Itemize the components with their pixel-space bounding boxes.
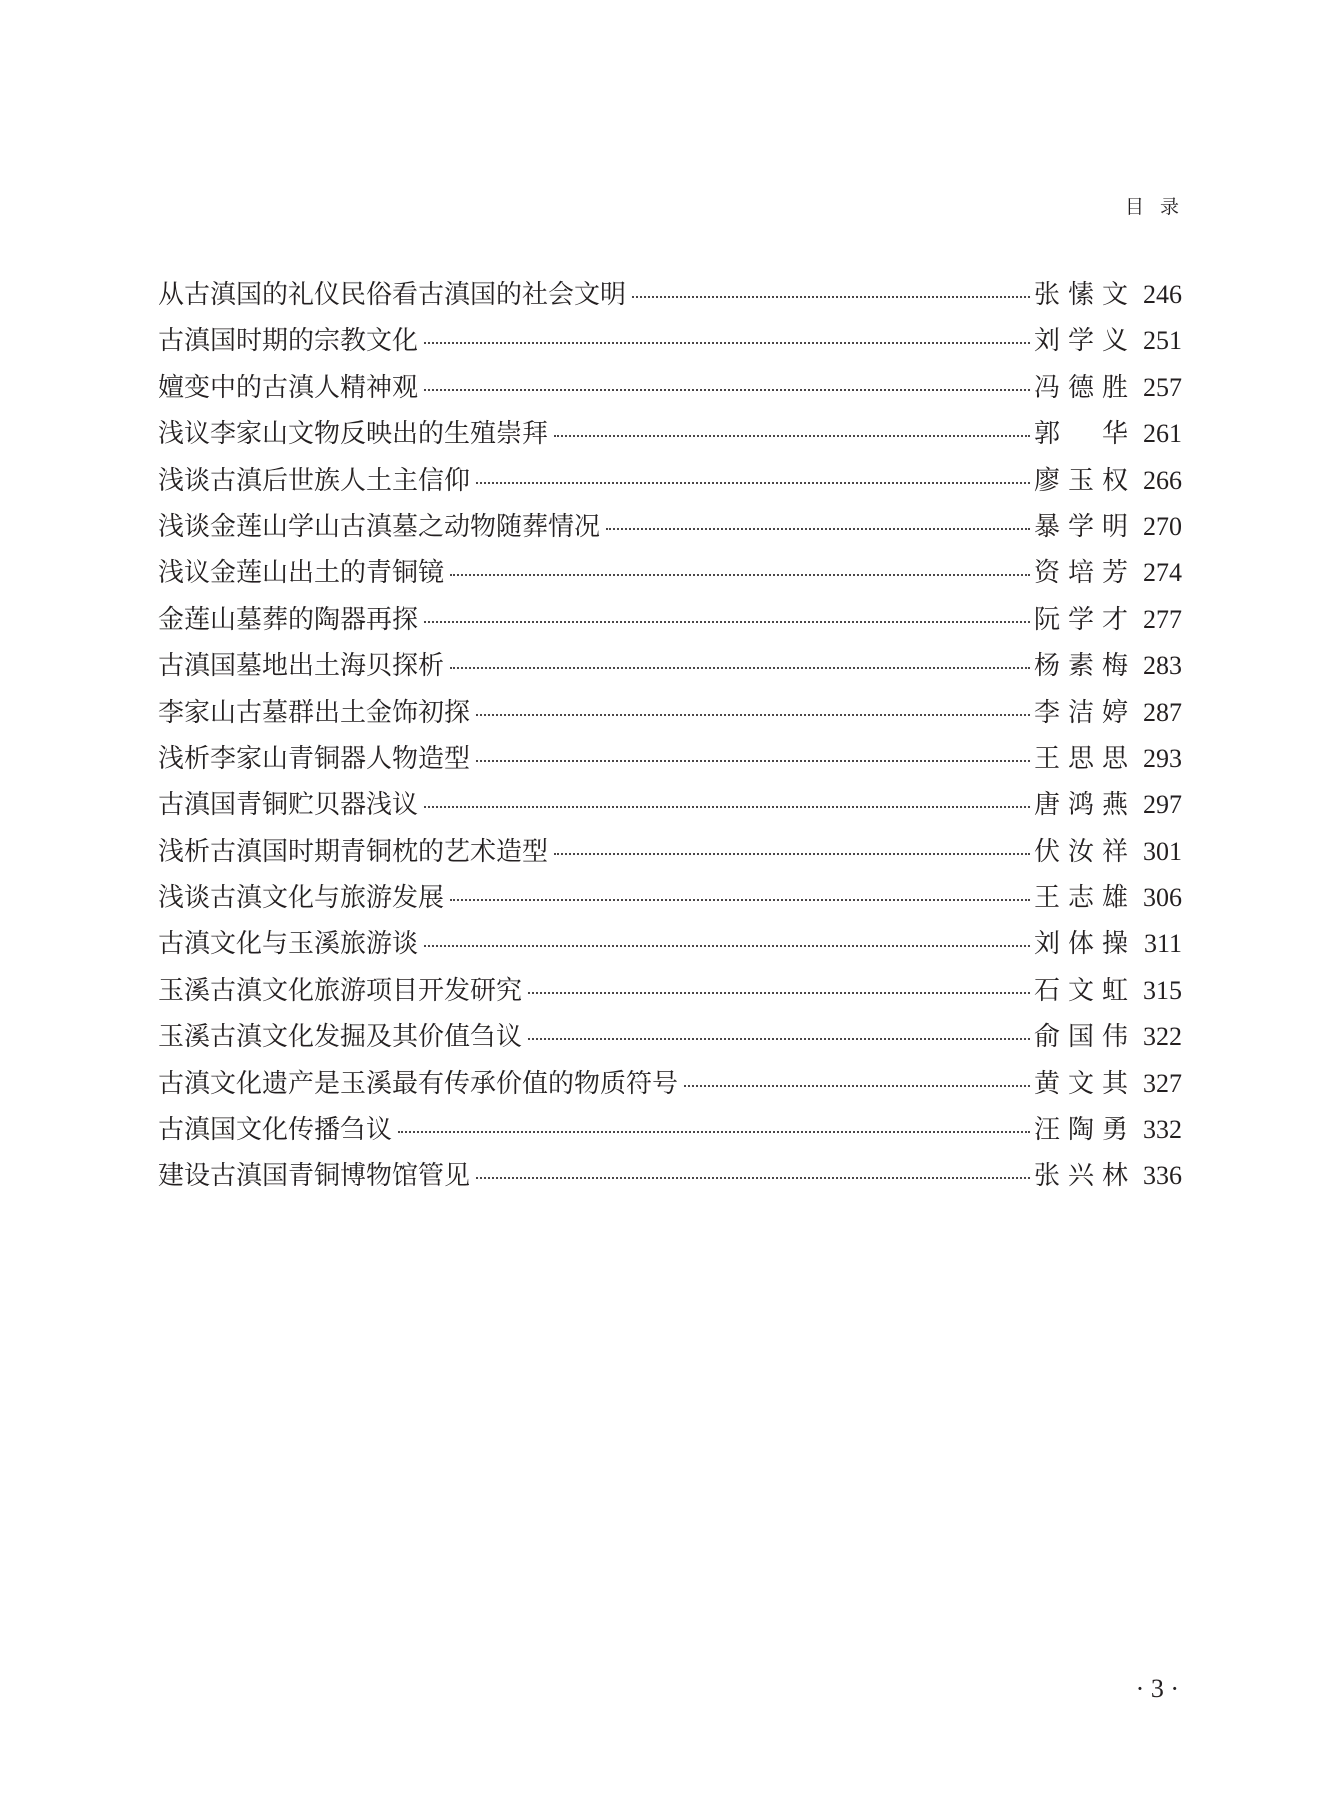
toc-entry-page: 277 xyxy=(1143,604,1182,634)
toc-entry-title: 古滇国文化传播刍议 xyxy=(158,1115,393,1146)
author-char: 勇 xyxy=(1101,1115,1128,1146)
toc-entry-author xyxy=(1034,272,1128,318)
author-char: 石 xyxy=(1034,975,1061,1006)
toc-entry-author xyxy=(1034,1107,1128,1153)
toc-entry-title: 玉溪古滇文化发掘及其价值刍议 xyxy=(158,1022,523,1053)
dot-leader xyxy=(424,621,1030,623)
toc-entry-author xyxy=(1034,643,1128,689)
dot-leader xyxy=(424,389,1030,391)
toc-entry xyxy=(158,875,1182,921)
dot-leader xyxy=(476,714,1030,716)
author-char: 培 xyxy=(1067,558,1094,589)
author-char: 林 xyxy=(1101,1161,1128,1192)
toc-entry-author xyxy=(1034,365,1128,411)
toc-entry xyxy=(158,921,1182,967)
author-char: 学 xyxy=(1067,604,1094,635)
toc-entry xyxy=(158,782,1182,828)
toc-entry-page: 306 xyxy=(1143,883,1182,913)
author-char: 才 xyxy=(1101,604,1128,635)
dot-leader xyxy=(450,899,1030,901)
toc-entry-title: 玉溪古滇文化旅游项目开发研究 xyxy=(158,975,523,1006)
toc-entry-page: 283 xyxy=(1143,651,1182,681)
author-char: 张 xyxy=(1034,1161,1061,1192)
table-of-contents xyxy=(158,272,1182,1200)
toc-entry-author xyxy=(1034,1014,1128,1060)
author-char: 素 xyxy=(1067,651,1094,682)
toc-entry-page: 257 xyxy=(1143,372,1182,402)
toc-entry-title: 浅析古滇国时期青铜枕的艺术造型 xyxy=(158,836,549,867)
toc-entry-title: 李家山古墓群出土金饰初探 xyxy=(158,697,471,728)
dot-leader xyxy=(684,1085,1030,1087)
dot-leader xyxy=(424,342,1030,344)
toc-entry-author xyxy=(1034,597,1128,643)
author-char: 燕 xyxy=(1101,790,1128,821)
author-char: 义 xyxy=(1101,326,1128,357)
toc-entry-author xyxy=(1034,504,1128,550)
toc-entry xyxy=(158,736,1182,782)
toc-entry-author xyxy=(1034,318,1128,364)
author-char: 愫 xyxy=(1067,280,1094,310)
toc-entry-title: 从古滇国的礼仪民俗看古滇国的社会文明 xyxy=(158,280,627,310)
author-char: 文 xyxy=(1067,975,1094,1006)
toc-entry-page: 336 xyxy=(1143,1161,1182,1191)
author-char: 虹 xyxy=(1101,975,1128,1006)
toc-entry-author xyxy=(1034,1061,1128,1107)
author-char xyxy=(1068,411,1094,457)
author-char: 刘 xyxy=(1034,326,1061,357)
dot-leader xyxy=(424,945,1030,947)
toc-entry xyxy=(158,1014,1182,1060)
dot-leader xyxy=(424,806,1030,808)
dot-leader xyxy=(528,1038,1030,1040)
dot-leader xyxy=(476,760,1030,762)
toc-entry-author xyxy=(1034,968,1128,1014)
author-char: 梅 xyxy=(1101,651,1128,682)
toc-entry-page: 297 xyxy=(1143,790,1182,820)
toc-entry xyxy=(158,504,1182,550)
author-char: 学 xyxy=(1067,511,1094,542)
toc-entry-title: 浅议李家山文物反映出的生殖崇拜 xyxy=(158,419,549,450)
author-char: 胜 xyxy=(1101,372,1128,403)
author-char: 伏 xyxy=(1034,836,1061,867)
dot-leader xyxy=(398,1131,1030,1133)
toc-entry-title: 古滇文化遗产是玉溪最有传承价值的物质符号 xyxy=(158,1068,679,1099)
toc-entry-title: 浅议金莲山出土的青铜镜 xyxy=(158,558,445,589)
toc-entry-page: 266 xyxy=(1143,465,1182,495)
author-char: 暴 xyxy=(1034,511,1061,542)
dot-leader xyxy=(476,482,1030,484)
toc-entry xyxy=(158,411,1182,457)
toc-entry-author xyxy=(1034,411,1128,457)
author-char: 文 xyxy=(1067,1068,1094,1099)
toc-entry xyxy=(158,968,1182,1014)
toc-entry-author xyxy=(1034,458,1128,504)
author-char: 芳 xyxy=(1101,558,1128,589)
toc-entry xyxy=(158,550,1182,596)
toc-entry-page: 315 xyxy=(1143,975,1182,1005)
author-char: 志 xyxy=(1067,883,1094,914)
toc-entry xyxy=(158,597,1182,643)
toc-entry-page: 246 xyxy=(1143,280,1182,309)
toc-entry-author xyxy=(1034,829,1128,875)
toc-entry-title: 古滇国时期的宗教文化 xyxy=(158,326,419,357)
author-char: 鸿 xyxy=(1067,790,1094,821)
author-char: 资 xyxy=(1034,558,1061,589)
toc-entry-author xyxy=(1034,921,1128,967)
toc-entry-title: 浅谈古滇文化与旅游发展 xyxy=(158,883,445,914)
author-char: 玉 xyxy=(1067,465,1094,496)
author-char: 操 xyxy=(1101,929,1128,960)
author-char: 汝 xyxy=(1067,836,1094,867)
author-char: 汪 xyxy=(1034,1115,1061,1146)
toc-entry-page: 327 xyxy=(1143,1068,1182,1098)
author-char: 杨 xyxy=(1034,651,1061,682)
author-char: 婷 xyxy=(1101,697,1128,728)
toc-entry-title: 浅析李家山青铜器人物造型 xyxy=(158,743,471,774)
toc-entry-title: 浅谈金莲山学山古滇墓之动物随葬情况 xyxy=(158,511,601,542)
author-char: 王 xyxy=(1034,883,1061,914)
author-char: 阮 xyxy=(1034,604,1061,635)
toc-entry xyxy=(158,318,1182,364)
toc-entry-title: 浅谈古滇后世族人土主信仰 xyxy=(158,465,471,496)
toc-entry-page: 301 xyxy=(1143,836,1182,866)
author-char: 兴 xyxy=(1067,1161,1094,1192)
toc-entry-title: 古滇国青铜贮贝器浅议 xyxy=(158,790,419,821)
dot-leader xyxy=(528,992,1030,994)
toc-entry-page: 274 xyxy=(1143,558,1182,588)
toc-entry-page: 251 xyxy=(1143,326,1182,356)
toc-entry xyxy=(158,829,1182,875)
toc-entry-title: 嬗变中的古滇人精神观 xyxy=(158,372,419,403)
toc-entry xyxy=(158,1107,1182,1153)
author-char: 黄 xyxy=(1034,1068,1061,1099)
toc-entry-page: 261 xyxy=(1143,419,1182,449)
toc-entry xyxy=(158,643,1182,689)
author-char: 李 xyxy=(1034,697,1061,728)
toc-entry xyxy=(158,272,1182,318)
dot-leader xyxy=(476,1177,1030,1179)
toc-entry-author xyxy=(1034,736,1128,782)
dot-leader xyxy=(632,296,1030,298)
author-char: 权 xyxy=(1101,465,1128,496)
toc-entry-page: 322 xyxy=(1143,1022,1182,1052)
toc-entry-page: 270 xyxy=(1143,511,1182,541)
toc-entry-author xyxy=(1034,782,1128,828)
author-char: 廖 xyxy=(1034,465,1061,496)
toc-entry-author xyxy=(1034,550,1128,596)
author-char: 雄 xyxy=(1101,883,1128,914)
author-char: 俞 xyxy=(1034,1022,1061,1053)
toc-entry-title: 建设古滇国青铜博物馆管见 xyxy=(158,1161,471,1192)
author-char: 国 xyxy=(1067,1022,1094,1053)
author-char: 思 xyxy=(1067,743,1094,774)
toc-entry-title: 古滇文化与玉溪旅游谈 xyxy=(158,929,419,960)
toc-entry-page: 332 xyxy=(1143,1115,1182,1145)
author-char: 伟 xyxy=(1101,1022,1128,1053)
dot-leader xyxy=(606,528,1030,530)
toc-entry-author xyxy=(1034,875,1128,921)
dot-leader xyxy=(450,667,1030,669)
author-char: 陶 xyxy=(1067,1115,1094,1146)
page-number: · 3 · xyxy=(1135,1674,1179,1703)
toc-entry-page: 293 xyxy=(1143,743,1182,773)
author-char: 洁 xyxy=(1067,697,1094,728)
author-char: 明 xyxy=(1101,511,1128,542)
author-char: 祥 xyxy=(1101,836,1128,867)
author-char: 王 xyxy=(1034,743,1061,774)
toc-entry-author xyxy=(1034,690,1128,736)
running-head: 目 录 xyxy=(1124,196,1179,218)
toc-entry xyxy=(158,690,1182,736)
author-char: 体 xyxy=(1067,929,1094,960)
author-char: 冯 xyxy=(1034,372,1061,403)
author-char: 文 xyxy=(1101,280,1128,310)
toc-entry-author xyxy=(1034,1153,1128,1199)
author-char: 郭 xyxy=(1034,419,1061,450)
author-char: 华 xyxy=(1101,419,1128,450)
toc-entry xyxy=(158,1153,1182,1199)
toc-entry-page: 311 xyxy=(1143,929,1182,959)
dot-leader xyxy=(554,435,1030,437)
dot-leader xyxy=(450,574,1030,576)
author-char: 其 xyxy=(1101,1068,1128,1099)
toc-entry xyxy=(158,365,1182,411)
toc-entry xyxy=(158,458,1182,504)
author-char: 德 xyxy=(1067,372,1094,403)
author-char: 刘 xyxy=(1034,929,1061,960)
author-char: 唐 xyxy=(1034,790,1061,821)
toc-entry xyxy=(158,1061,1182,1107)
author-char: 学 xyxy=(1067,326,1094,357)
toc-entry-title: 古滇国墓地出土海贝探析 xyxy=(158,651,445,682)
dot-leader xyxy=(554,853,1030,855)
author-char: 张 xyxy=(1034,280,1061,310)
toc-entry-page: 287 xyxy=(1143,697,1182,727)
toc-entry-title: 金莲山墓葬的陶器再探 xyxy=(158,604,419,635)
author-char: 思 xyxy=(1101,743,1128,774)
